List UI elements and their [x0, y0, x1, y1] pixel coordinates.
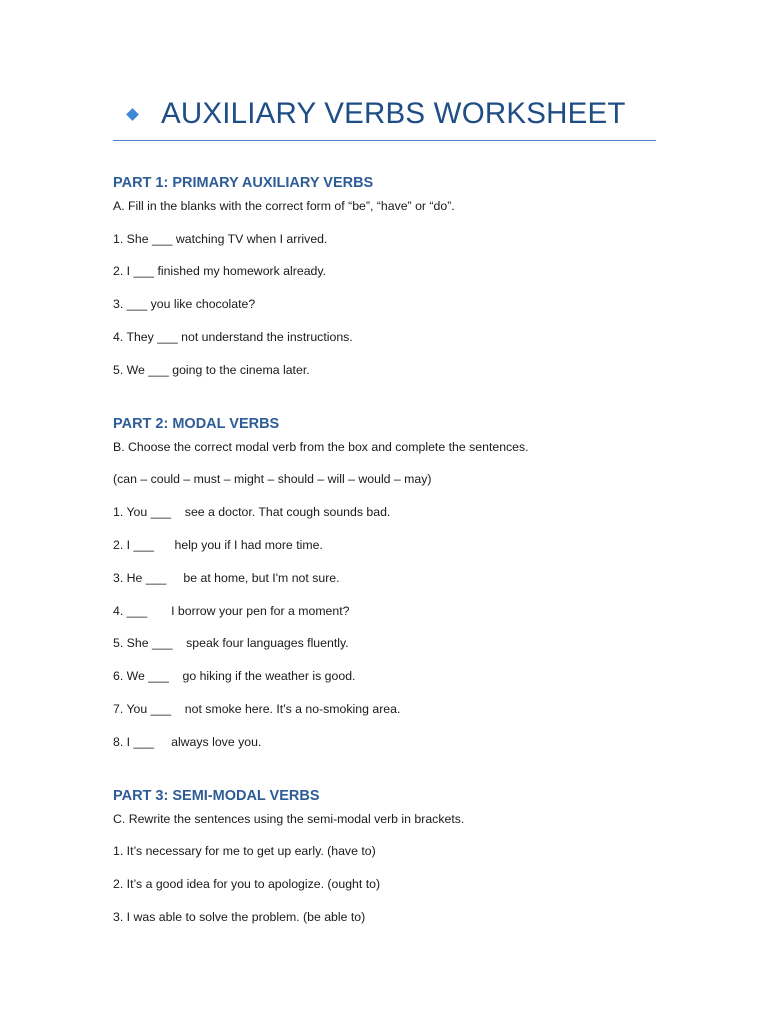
- title-row: [113, 92, 656, 141]
- part1-heading: PART 1: PRIMARY AUXILIARY VERBS: [113, 175, 374, 191]
- diamond-bullet-icon: [126, 108, 139, 121]
- part3-item-1: 1. It’s necessary for me to get up early. (have to): [113, 844, 376, 858]
- part1-instruction: A. Fill in the blanks with the correct form of “be”, “have” or “do”.: [113, 199, 455, 213]
- part2-item-1: 1. You ___ see a doctor. That cough sounds bad.: [113, 505, 391, 519]
- part2-item-7: 7. You ___ not smoke here. It's a no-smoking area.: [113, 702, 401, 716]
- part2-item-4: 4. ___ I borrow your pen for a moment?: [113, 604, 350, 618]
- part3-item-3: 3. I was able to solve the problem. (be able to): [113, 910, 366, 924]
- part1-item-5: 5. We ___ going to the cinema later.: [113, 363, 310, 377]
- part2-item-3: 3. He ___ be at home, but I'm not sure.: [113, 571, 340, 585]
- part3-heading: PART 3: SEMI-MODAL VERBS: [113, 788, 320, 804]
- page-title: AUXILIARY VERBS WORKSHEET: [161, 97, 626, 130]
- part1-item-2: 2. I ___ finished my homework already.: [113, 264, 327, 278]
- part2-instruction: B. Choose the correct modal verb from the box and complete the sentences.: [113, 440, 529, 454]
- part1-item-4: 4. They ___ not understand the instructions.: [113, 330, 353, 344]
- part1-item-1: 1. She ___ watching TV when I arrived.: [113, 232, 328, 246]
- part2-heading: PART 2: MODAL VERBS: [113, 416, 280, 432]
- part3-item-2: 2. It’s a good idea for you to apologize. (ought to): [113, 877, 381, 891]
- part2-word-box: (can – could – must – might – should – will – would – may): [113, 472, 432, 486]
- part2-item-6: 6. We ___ go hiking if the weather is good.: [113, 669, 356, 683]
- part3-instruction: C. Rewrite the sentences using the semi-modal verb in brackets.: [113, 812, 465, 826]
- part2-item-8: 8. I ___ always love you.: [113, 735, 262, 749]
- part1-item-3: 3. ___ you like chocolate?: [113, 297, 256, 311]
- part2-item-5: 5. She ___ speak four languages fluently.: [113, 636, 349, 650]
- part2-item-2: 2. I ___ help you if I had more time.: [113, 538, 323, 552]
